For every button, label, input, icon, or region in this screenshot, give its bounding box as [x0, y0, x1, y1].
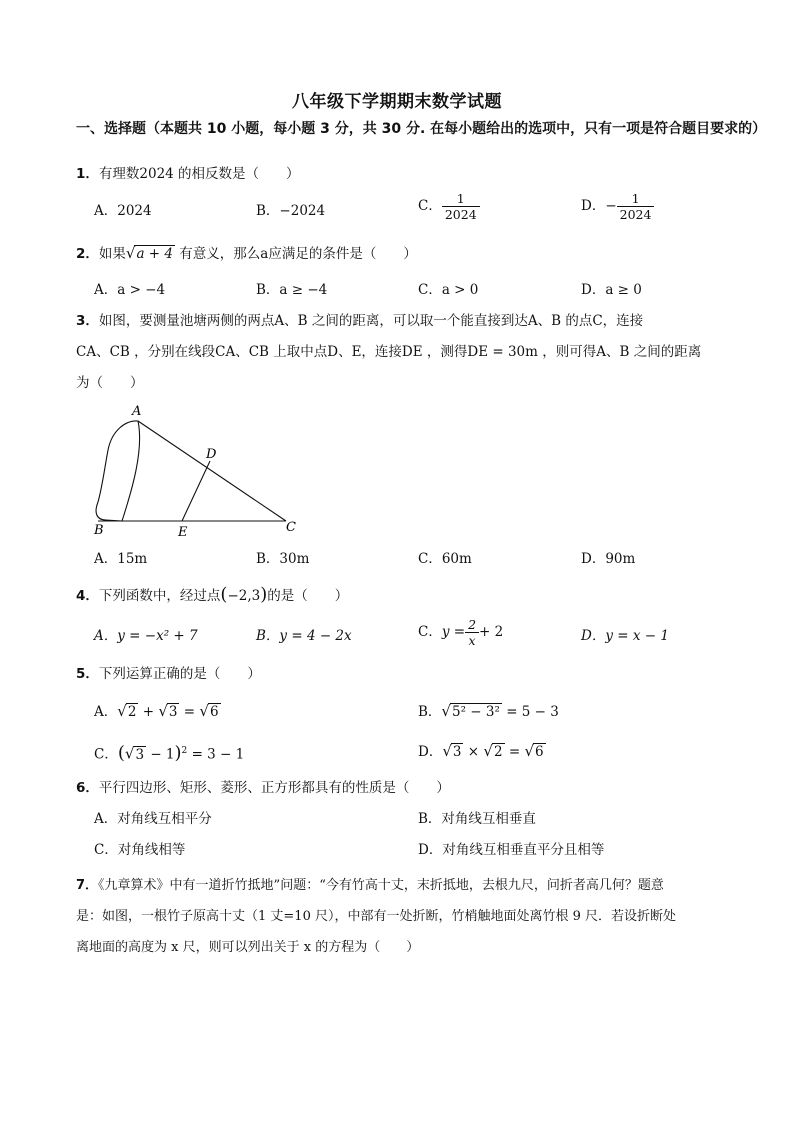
q3-option-c[interactable]: C．60m	[418, 551, 472, 567]
option-label: D．−	[581, 198, 617, 214]
q6-option-d[interactable]: D．对角线互相垂直平分且相等	[418, 842, 605, 858]
expression-prefix: y =	[441, 624, 466, 640]
question-number: 2．	[76, 246, 99, 262]
question-text: 平行四边形、矩形、菱形、正方形都具有的性质是（ ）	[98, 780, 450, 796]
expression-suffix: + 2	[479, 624, 504, 640]
q4-option-c[interactable]	[418, 617, 503, 648]
q5-option-a[interactable]: A．√2 + √3 = √6	[94, 702, 219, 720]
question-number: 1．	[76, 166, 99, 182]
question-3	[76, 307, 766, 397]
question-line-2: CA、CB ，分别在线段CA、CB 上取中点D、E，连接DE ，测得DE = 30m ，则可得A、B 之间的距离	[76, 344, 702, 360]
question-line-3: 为（ ）	[76, 375, 144, 391]
fraction: $\frac{1}{2024}$	[442, 191, 480, 222]
segment-ac	[138, 421, 286, 521]
section-heading: 一、选择题（本题共 10 小题，每小题 3 分，共 30 分. 在每小题给出的选项中，只有一项是符合题目要求的）	[76, 121, 767, 137]
q1-option-b[interactable]: B．−2024	[256, 203, 326, 219]
question-line-1: 《九章算术》中有一道折竹抵地”问题：“今有竹高十丈，末折抵地，去根九尺，问折者高几何？题意	[98, 878, 664, 893]
option-label: C．	[418, 624, 442, 640]
question-text-after: 的是（ ）	[267, 588, 349, 604]
pond-outline	[96, 421, 140, 521]
q5-option-c[interactable]: C．$(√3 - 1)^2 = 3 - 1$	[94, 742, 245, 764]
q2-option-d[interactable]: D．a ≥ 0	[581, 282, 642, 298]
question-number: 5．	[76, 666, 99, 682]
q1-option-c[interactable]	[418, 191, 480, 222]
q5-option-b[interactable]: B．√5² − 3² = 5 − 3	[418, 702, 559, 720]
q4-option-a[interactable]: A．y = −x² + 7	[94, 628, 198, 644]
question-number: 3．	[76, 313, 99, 329]
option-label: C．	[94, 746, 118, 763]
label-b: B	[94, 523, 104, 538]
question-number: 7．	[76, 878, 99, 893]
radicand: a + 4	[136, 246, 174, 262]
question-1	[76, 160, 766, 188]
page-title: 八年级下学期期末数学试题	[292, 92, 502, 112]
label-c: C	[286, 520, 296, 535]
option-label: A．	[94, 704, 118, 720]
question-line-1: 如图，要测量池塘两侧的两点A、B 之间的距离，可以取一个能直接到达A、B 的点C，连接	[98, 313, 644, 329]
segment-de	[182, 461, 210, 521]
q3-option-b[interactable]: B．30m	[256, 551, 310, 567]
q1-option-a[interactable]: A．2024	[94, 203, 152, 219]
option-label: C．	[418, 198, 442, 214]
label-a: A	[132, 404, 142, 419]
q3-option-d[interactable]: D．90m	[581, 551, 636, 567]
option-label: B．	[418, 704, 442, 720]
q2-option-c[interactable]: C．a > 0	[418, 282, 479, 298]
question-line-3: 离地面的高度为 x 尺，则可以列出关于 x 的方程为（ ）	[76, 940, 420, 955]
q2-option-b[interactable]: B．a ≥ −4	[256, 282, 328, 298]
option-label: D．	[418, 744, 443, 760]
question-text-before: 如果	[98, 246, 126, 262]
q4-option-d[interactable]: D．y = x − 1	[581, 628, 669, 644]
question-text: 下列运算正确的是（ ）	[98, 666, 261, 682]
question-7	[76, 870, 766, 963]
q6-option-a[interactable]: A．对角线互相平分	[94, 811, 212, 827]
q1-option-d[interactable]	[581, 191, 654, 222]
question-line-2: 是：如图，一根竹子原高十丈（1 丈=10 尺），中部有一处折断，竹梢触地面处离竹根 9 尺．若设折断处	[76, 909, 677, 924]
fraction: $\frac{2}{x}$	[465, 617, 479, 648]
label-e: E	[178, 525, 188, 540]
question-4: 4．下列函数中，经过点(−2,3)的是（ ）	[76, 584, 349, 605]
fraction: $\frac{1}{2024}$	[617, 191, 655, 222]
q4-option-b[interactable]: B．y = 4 − 2x	[256, 628, 352, 644]
q6-option-c[interactable]: C．对角线相等	[94, 842, 186, 858]
question-5	[76, 660, 766, 688]
question-6	[76, 774, 766, 802]
question-text-after: 有意义，那么a应满足的条件是（ ）	[175, 246, 417, 262]
point-coordinates: −2,3	[227, 588, 261, 604]
q2-option-a[interactable]: A．a > −4	[94, 282, 166, 298]
pond-figure	[86, 400, 316, 540]
question-text: 有理数2024 的相反数是（ ）	[98, 166, 300, 182]
q5-option-d[interactable]: D．√3 × √2 = √6	[418, 742, 544, 760]
q6-option-b[interactable]: B．对角线互相垂直	[418, 811, 536, 827]
question-number: 6．	[76, 780, 99, 796]
question-number: 4．	[76, 588, 99, 604]
question-text-before: 下列函数中，经过点	[98, 588, 221, 604]
label-d: D	[206, 447, 217, 462]
question-2: 2．如果√a + 4 有意义，那么a应满足的条件是（ ）	[76, 244, 417, 262]
q3-option-a[interactable]: A．15m	[94, 551, 148, 567]
